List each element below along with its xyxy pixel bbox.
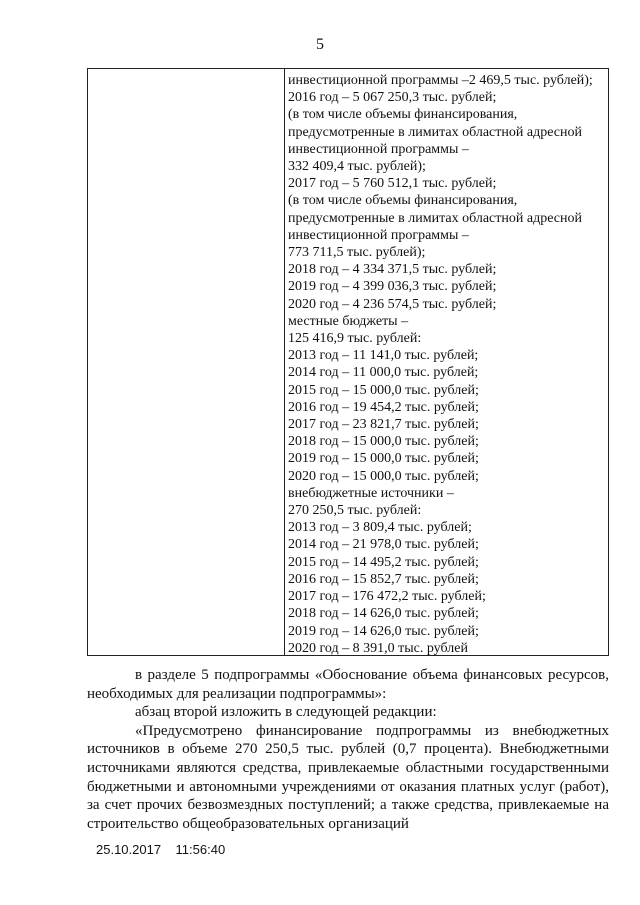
table-line: 125 416,9 тыс. рублей: [288,331,422,347]
table-line: 2020 год – 8 391,0 тыс. рублей [288,640,468,656]
funding-table-right-cell [288,72,606,657]
footer-timestamp [96,842,225,857]
footer-time: 11:56:40 [175,842,226,857]
table-line: 2019 год – 4 399 036,3 тыс. рублей; [288,279,497,295]
table-line: 2017 год – 176 472,2 тыс. рублей; [288,589,486,605]
table-line: внебюджетные источники – [288,485,454,501]
table-line: 773 711,5 тыс. рублей); [288,245,426,261]
table-line: 2016 год – 5 067 250,3 тыс. рублей; [288,90,497,106]
body-text [87,666,609,833]
page-number: 5 [316,36,324,53]
table-line: 2020 год – 15 000,0 тыс. рублей; [288,468,479,484]
table-line: 270 250,5 тыс. рублей: [288,503,422,519]
table-line: 332 409,4 тыс. рублей); [288,159,426,175]
table-line: инвестиционной программы –2 469,5 тыс. рублей); [288,73,593,88]
table-line: предусмотренные в лимитах областной адресной [288,210,582,226]
table-line: 2014 год – 21 978,0 тыс. рублей; [288,537,479,553]
table-line: 2015 год – 15 000,0 тыс. рублей; [288,382,479,398]
table-line: 2017 год – 23 821,7 тыс. рублей; [288,417,479,433]
table-line: 2018 год – 4 334 371,5 тыс. рублей; [288,262,497,278]
table-line: 2018 год – 15 000,0 тыс. рублей; [288,434,479,450]
table-line: 2017 год – 5 760 512,1 тыс. рублей; [288,176,497,192]
table-line: (в том числе объемы финансирования, [288,107,518,123]
table-line: 2018 год – 14 626,0 тыс. рублей; [288,606,479,622]
footer-date: 25.10.2017 [96,842,162,857]
table-line: инвестиционной программы – [288,227,469,243]
paragraph-financing: «Предусмотрено финансирование подпрограммы из внебюджетных источников в объеме 270 250,5 тыс. рублей (0,7 процента). Внебюджетными источниками являются средства, привлекаемые областными государственными бюджетными и автономными учреждениями от оказания платных услуг (работ), за счет прочих безвозмездных поступлений; а также средства, привлекаемые на строительство общеобразовательных организаций [87,722,609,832]
table-line: 2013 год – 11 141,0 тыс. рублей; [288,348,479,364]
table-line: 2019 год – 15 000,0 тыс. рублей; [288,451,479,467]
table-line: 2020 год – 4 236 574,5 тыс. рублей; [288,296,497,312]
table-line: 2019 год – 14 626,0 тыс. рублей; [288,623,479,639]
table-line: предусмотренные в лимитах областной адресной [288,124,582,140]
table-line: инвестиционной программы – [288,141,469,157]
funding-table [87,68,609,656]
table-line: 2014 год – 11 000,0 тыс. рублей; [288,365,479,381]
table-column-divider [284,69,285,655]
table-line: местные бюджеты – [288,313,409,329]
table-line: (в том числе объемы финансирования, [288,193,518,209]
paragraph-section5: в разделе 5 подпрограммы «Обоснование объема финансовых ресурсов, необходимых для реализации подпрограммы»: [87,667,609,702]
table-line: 2016 год – 19 454,2 тыс. рублей; [288,399,479,415]
table-line: 2013 год – 3 809,4 тыс. рублей; [288,520,472,536]
table-line: 2016 год – 15 852,7 тыс. рублей; [288,571,479,587]
paragraph-abzac: абзац второй изложить в следующей редакции: [135,704,437,721]
table-line: 2015 год – 14 495,2 тыс. рублей; [288,554,479,570]
